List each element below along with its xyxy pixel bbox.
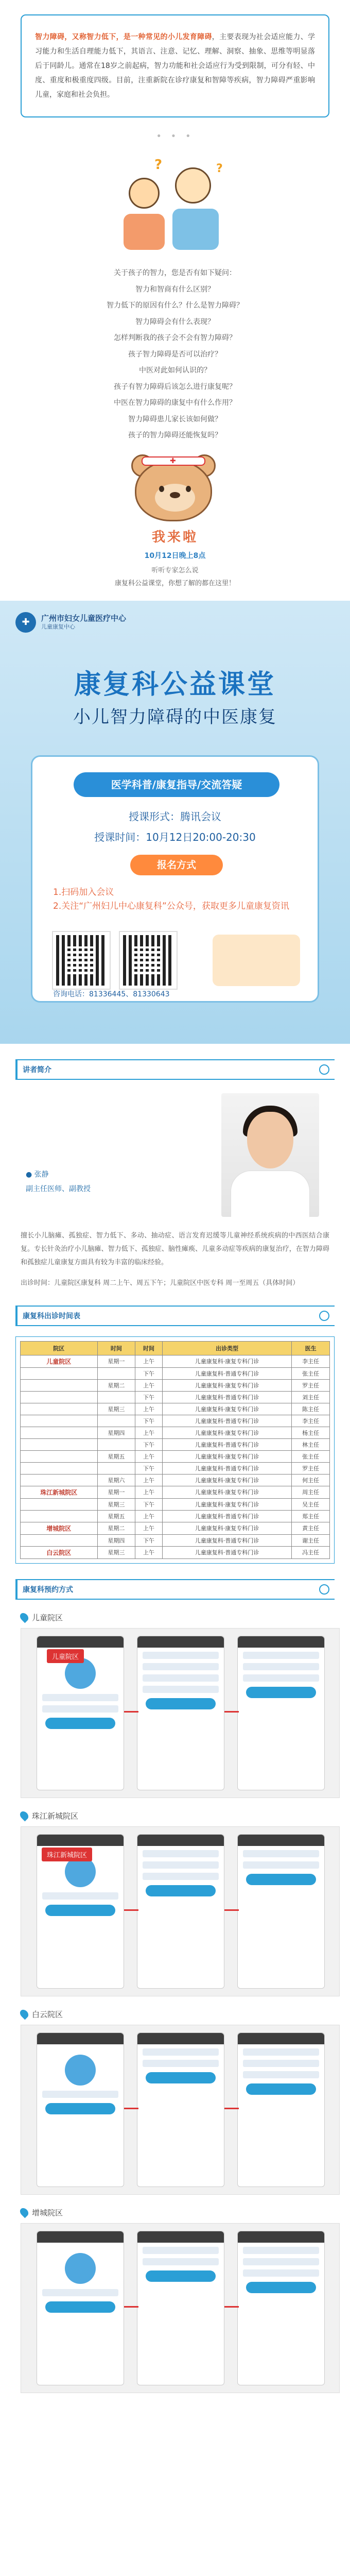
question-item: 孩子的智力障碍还能恢复吗？ <box>128 431 222 439</box>
table-cell: 陈主任 <box>292 1403 330 1415</box>
arrow-icon <box>224 1909 239 1911</box>
live-time: 10月12日晚上8点 <box>144 551 206 560</box>
arrow-icon <box>124 2108 138 2109</box>
question-item: 怎样判断我的孩子会不会有智力障碍？ <box>114 334 236 342</box>
intro-body: ，主要表现为社会适应能力、学习能力和生活自理能力低下，其语言、注意、记忆、理解、洞察、抽象、思维等明显落后于同龄儿。通常在18岁之前起病，智力功能和社会适应行为受到限制，可分有轻、中度、重度和极重度四级。目前，注重新院在诊疗康复和智障等疾病，智力障碍严重影响儿童，家庭和社会负担。 <box>35 33 316 99</box>
event-poster <box>0 601 350 1044</box>
table-cell: 星期一 <box>97 1486 135 1498</box>
booking-screenshot <box>21 2025 340 2195</box>
table-row <box>21 1415 330 1427</box>
table-cell: 冯主任 <box>292 1546 330 1558</box>
section-title: 康复科出诊时间表 <box>23 1312 80 1320</box>
poster-board <box>31 755 319 1003</box>
table-header: 医生 <box>292 1341 330 1355</box>
question-item: 智力低下的原因有什么？什么是智力障碍？ <box>107 301 243 310</box>
table-cell <box>97 1367 135 1379</box>
table-header: 时间 <box>135 1341 162 1355</box>
poster-format: 授课形式：腾讯会议 <box>129 810 221 823</box>
table-cell: 谢主任 <box>292 1534 330 1546</box>
schedule-body <box>21 1355 330 1558</box>
campus-heading: 白云院区 <box>21 2009 335 2020</box>
question-mark-icon: ? <box>154 157 163 173</box>
table-cell: 李主任 <box>292 1355 330 1367</box>
campus-cell <box>21 1415 98 1427</box>
question-item: 孩子有智力障碍后该怎么进行康复呢？ <box>114 382 236 391</box>
question-item: 智力和智商有什么区别？ <box>135 285 215 294</box>
kid-body <box>172 209 219 250</box>
circle-icon <box>319 1064 329 1075</box>
table-cell: 星期二 <box>97 1522 135 1534</box>
table-cell: 星期五 <box>97 1510 135 1522</box>
table-cell: 儿童康复科·普通专科门诊 <box>162 1367 291 1379</box>
arrow-icon <box>224 2306 239 2308</box>
location-pin-icon <box>19 1612 30 1623</box>
campus-cell <box>21 1403 98 1415</box>
campus-cell <box>21 1462 98 1474</box>
question-item: 智力障碍会有什么表现？ <box>135 317 215 326</box>
cartoon-illustration <box>0 152 350 260</box>
table-cell: 周主任 <box>292 1486 330 1498</box>
poster-title: 康复科公益课堂 <box>74 669 276 700</box>
table-cell: 儿童康复科·普通专科门诊 <box>162 1510 291 1522</box>
table-cell: 下午 <box>135 1534 162 1546</box>
phone-screen <box>137 2231 224 2385</box>
kid-figure <box>129 178 160 209</box>
bear-caption: 我来啦 <box>151 529 198 545</box>
table-cell: 星期五 <box>97 1450 135 1462</box>
booking-screenshot <box>21 1826 340 1996</box>
section-title: 康复科预约方式 <box>23 1585 73 1594</box>
intro-highlight: 智力障碍，又称智力低下，是一种常见的小儿发育障碍 <box>35 33 212 41</box>
table-cell: 儿童康复科·普通专科门诊 <box>162 1546 291 1558</box>
table-cell: 上午 <box>135 1546 162 1558</box>
table-row <box>21 1546 330 1558</box>
campus-cell <box>21 1427 98 1438</box>
poster-time: 授课时间：10月12日20:00-20:30 <box>94 831 256 843</box>
kid-figure <box>175 167 211 204</box>
circle-icon <box>319 1311 329 1321</box>
campus-cell: 白云院区 <box>21 1546 98 1558</box>
campus-cell: 增城院区 <box>21 1522 98 1534</box>
table-cell: 何主任 <box>292 1474 330 1486</box>
location-pin-icon <box>19 2207 30 2218</box>
location-pin-icon <box>19 1810 30 1822</box>
question-item: 关于孩子的智力，您是否有如下疑问： <box>114 269 236 277</box>
booking-screenshot <box>21 2223 340 2393</box>
table-cell <box>97 1462 135 1474</box>
table-cell: 上午 <box>135 1510 162 1522</box>
expert-card <box>15 1090 335 1224</box>
phone-screen <box>237 1834 325 1989</box>
table-row <box>21 1498 330 1510</box>
table-cell: 上午 <box>135 1450 162 1462</box>
table-cell: 上午 <box>135 1379 162 1391</box>
phone-screen <box>237 1636 325 1790</box>
campus-cell <box>21 1498 98 1510</box>
table-header: 院区 <box>21 1341 98 1355</box>
table-cell: 儿童康复科·普通专科门诊 <box>162 1415 291 1427</box>
table-cell: 儿童康复科·普通专科门诊 <box>162 1534 291 1546</box>
table-cell: 星期二 <box>97 1379 135 1391</box>
table-row <box>21 1367 330 1379</box>
arrow-icon <box>124 1711 138 1713</box>
table-row <box>21 1379 330 1391</box>
arrow-icon <box>124 2306 138 2308</box>
table-cell: 星期四 <box>97 1427 135 1438</box>
table-cell: 儿童康复科·康复专科门诊 <box>162 1474 291 1486</box>
arrow-icon <box>124 1909 138 1911</box>
campus-cell <box>21 1379 98 1391</box>
location-pin-icon <box>19 2008 30 2020</box>
divider: • • • <box>156 131 194 142</box>
campus-heading: 增城院区 <box>21 2207 335 2218</box>
poster-step: 1.扫码加入会议 <box>53 887 114 897</box>
table-row <box>21 1427 330 1438</box>
expert-photo <box>221 1093 319 1217</box>
phone-screen <box>237 2231 325 2385</box>
poster-signup-tag: 报名方式 <box>130 855 223 875</box>
question-item: 孩子智力障碍是否可以治疗？ <box>128 350 222 359</box>
campus-cell <box>21 1474 98 1486</box>
poster-header <box>15 612 126 633</box>
table-cell: 下午 <box>135 1462 162 1474</box>
table-cell: 上午 <box>135 1427 162 1438</box>
schedule-table <box>20 1341 330 1559</box>
phone-screen <box>137 1636 224 1790</box>
table-cell: 黄主任 <box>292 1522 330 1534</box>
table-cell: 星期六 <box>97 1474 135 1486</box>
table-cell: 罗主任 <box>292 1462 330 1474</box>
campus-cell <box>21 1391 98 1403</box>
table-cell: 儿童康复科·普通专科门诊 <box>162 1391 291 1403</box>
hospital-logo-icon: ✚ <box>15 612 36 633</box>
table-cell: 儿童康复科·康复专科门诊 <box>162 1522 291 1534</box>
table-cell: 星期一 <box>97 1355 135 1367</box>
expert-schedule-note: 出诊时间：儿童院区康复科 周二上午、周五下午；儿童院区中医专科 周一至周五（具体时间） <box>21 1279 300 1287</box>
table-cell: 儿童康复科·普通专科门诊 <box>162 1438 291 1450</box>
campus-cell <box>21 1450 98 1462</box>
table-row <box>21 1355 330 1367</box>
expert-description: 擅长小儿脑瘫、孤独症、智力低下、多动、抽动症、语言发育迟缓等儿童神经系统疾病的中西医结合康复。专长针灸治疗小儿脑瘫、智力低下、孤独症、脑性瘫痪、儿童多动症等疾病的康复治疗，在智力障碍和孤独症儿童康复方面具有较为丰富的临床经验。 <box>21 1231 329 1266</box>
live-note-2: 康复科公益课堂，你想了解的都在这里！ <box>114 579 235 587</box>
table-cell: 张主任 <box>292 1367 330 1379</box>
section-header-expert <box>15 1059 335 1080</box>
campus-heading: 儿童院区 <box>21 1612 335 1623</box>
poster-contact: 咨询电话：81336445、81330643 <box>53 990 170 998</box>
question-item: 中医在智力障碍的康复中有什么作用？ <box>114 399 236 407</box>
table-row <box>21 1486 330 1498</box>
phone-screen <box>137 1834 224 1989</box>
table-cell: 星期三 <box>97 1498 135 1510</box>
table-cell: 儿童康复科·康复专科门诊 <box>162 1450 291 1462</box>
expert-title: 副主任医师、副教授 <box>26 1184 91 1193</box>
campus-cell <box>21 1534 98 1546</box>
campus-tag: 儿童院区 <box>47 1649 84 1663</box>
table-cell: 星期四 <box>97 1534 135 1546</box>
question-item: 智力障碍患儿家长该如何做？ <box>128 415 222 423</box>
table-header: 时间 <box>97 1341 135 1355</box>
campus-cell: 珠江新城院区 <box>21 1486 98 1498</box>
poster-step: 2.关注“广州妇儿中心康复科”公众号，获取更多儿童康复资讯 <box>53 901 289 911</box>
arrow-icon <box>224 1711 239 1713</box>
intro-box <box>21 14 329 117</box>
campus-cell <box>21 1438 98 1450</box>
table-cell: 李主任 <box>292 1415 330 1427</box>
circle-icon <box>319 1584 329 1595</box>
table-cell: 林主任 <box>292 1438 330 1450</box>
table-cell: 下午 <box>135 1367 162 1379</box>
table-cell: 儿童康复科·普通专科门诊 <box>162 1462 291 1474</box>
table-cell: 星期三 <box>97 1546 135 1558</box>
table-cell: 星期三 <box>97 1403 135 1415</box>
table-header: 出诊类型 <box>162 1341 291 1355</box>
campus-cell <box>21 1510 98 1522</box>
table-cell <box>97 1415 135 1427</box>
table-cell: 儿童康复科·康复专科门诊 <box>162 1427 291 1438</box>
table-cell: 儿童康复科·康复专科门诊 <box>162 1498 291 1510</box>
red-cross-icon: ✚ <box>170 456 176 465</box>
table-cell: 张主任 <box>292 1450 330 1462</box>
campus-cell: 儿童院区 <box>21 1355 98 1367</box>
table-cell: 下午 <box>135 1498 162 1510</box>
table-cell: 上午 <box>135 1522 162 1534</box>
account-qr-code[interactable] <box>120 932 177 989</box>
table-row <box>21 1534 330 1546</box>
table-cell: 上午 <box>135 1403 162 1415</box>
bear-head <box>135 460 212 521</box>
table-cell: 郑主任 <box>292 1510 330 1522</box>
poster-banner: 医学科普/康复指导/交流答疑 <box>74 772 279 797</box>
table-row <box>21 1438 330 1450</box>
section-header-schedule <box>15 1306 335 1326</box>
booking-guide <box>15 1612 335 2393</box>
campus-cell <box>21 1367 98 1379</box>
table-cell: 上午 <box>135 1474 162 1486</box>
table-cell: 儿童康复科·康复专科门诊 <box>162 1379 291 1391</box>
table-row <box>21 1462 330 1474</box>
kids-illustration <box>213 935 300 986</box>
booking-screenshot <box>21 1628 340 1798</box>
phone-screen <box>137 2032 224 2187</box>
question-list <box>0 265 350 444</box>
live-note: 听听专家怎么说 <box>151 566 199 574</box>
poster-org-name: 广州市妇女儿童医疗中心 <box>41 613 127 623</box>
table-cell: 儿童康复科·康复专科门诊 <box>162 1486 291 1498</box>
table-cell <box>97 1438 135 1450</box>
poster-subtitle: 小儿智力障碍的中医康复 <box>73 706 277 727</box>
table-row <box>21 1510 330 1522</box>
table-cell: 刘主任 <box>292 1391 330 1403</box>
table-cell: 下午 <box>135 1391 162 1403</box>
question-item: 中医对此如何认识的？ <box>139 366 211 375</box>
schedule-table-wrap <box>15 1336 335 1564</box>
table-cell: 儿童康复科·康复专科门诊 <box>162 1403 291 1415</box>
kid-body <box>124 214 165 250</box>
table-row <box>21 1403 330 1415</box>
arrow-icon <box>224 2108 239 2109</box>
meeting-qr-code[interactable] <box>53 932 110 989</box>
table-cell: 上午 <box>135 1486 162 1498</box>
table-row <box>21 1474 330 1486</box>
table-cell: 下午 <box>135 1415 162 1427</box>
poster-org-sub: 儿童康复中心 <box>41 623 75 631</box>
phone-screen <box>37 2032 124 2187</box>
table-cell: 杨主任 <box>292 1427 330 1438</box>
expert-name: ● 张静 <box>26 1170 49 1179</box>
campus-tag: 珠江新城院区 <box>42 1848 92 1861</box>
bear-illustration <box>0 444 350 547</box>
campus-heading: 珠江新城院区 <box>21 1810 335 1821</box>
table-cell: 儿童康复科·康复专科门诊 <box>162 1355 291 1367</box>
table-cell: 吴主任 <box>292 1498 330 1510</box>
poster-steps <box>53 886 300 913</box>
question-mark-icon: ? <box>216 162 223 175</box>
table-cell: 下午 <box>135 1438 162 1450</box>
section-header-booking <box>15 1579 335 1600</box>
table-row <box>21 1522 330 1534</box>
phone-screen <box>37 2231 124 2385</box>
table-cell <box>97 1391 135 1403</box>
table-cell: 上午 <box>135 1355 162 1367</box>
section-title: 讲者简介 <box>23 1065 51 1074</box>
table-row <box>21 1391 330 1403</box>
table-cell: 罗主任 <box>292 1379 330 1391</box>
phone-screen <box>237 2032 325 2187</box>
table-row <box>21 1450 330 1462</box>
